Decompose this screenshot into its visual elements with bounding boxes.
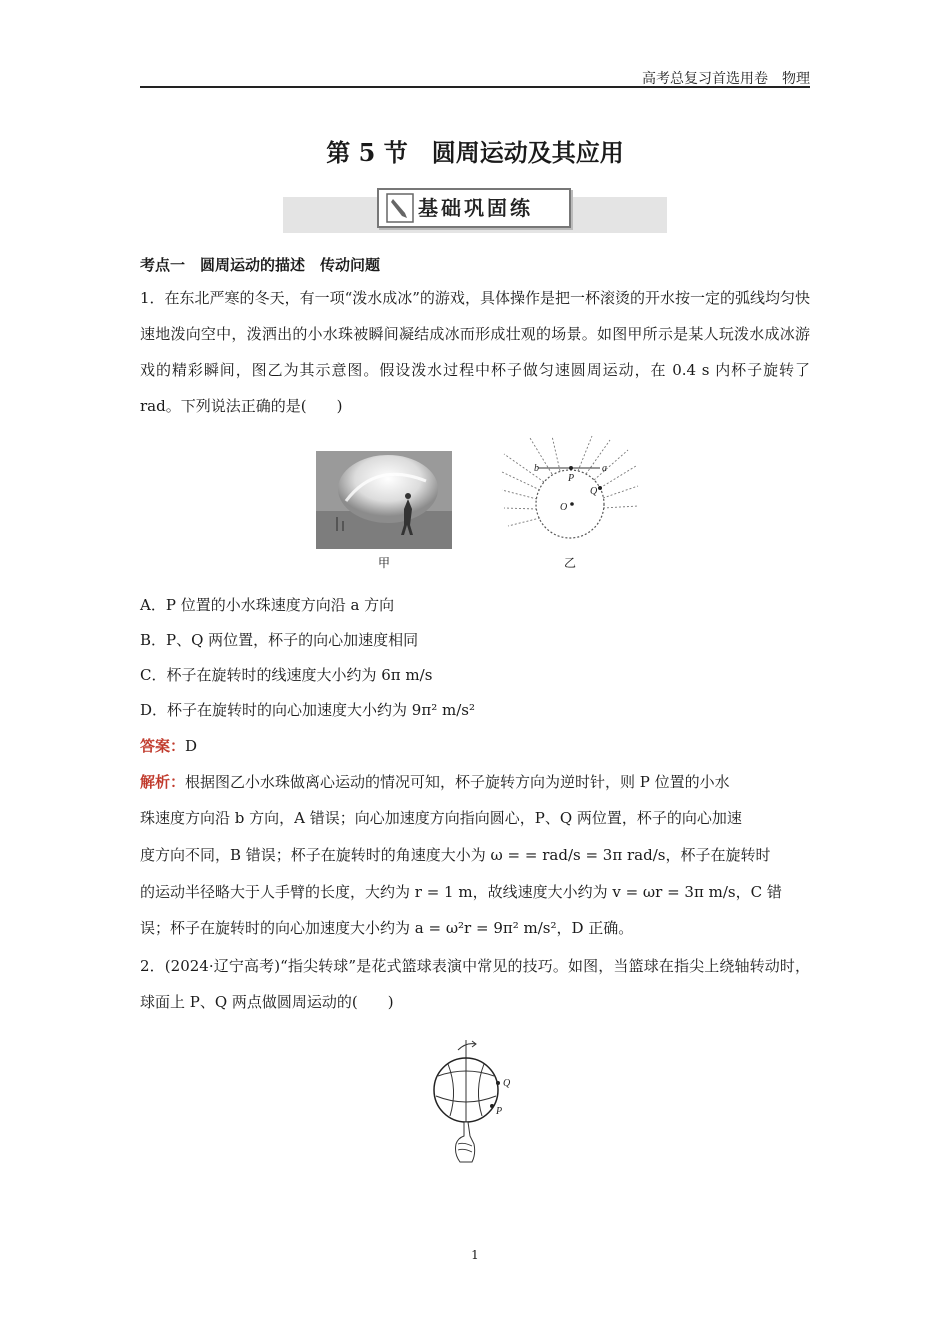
option-c: C．杯子在旋转时的线速度大小约为 6π m/s [140,666,433,684]
option-b: B．P、Q 两位置，杯子的向心加速度相同 [140,631,419,649]
label-p: P [568,473,575,484]
label-q: Q [590,486,598,497]
label-o: O [560,502,568,513]
label-q2-q: Q [503,1078,511,1089]
label-a: a [602,463,607,474]
question-2-stem: 2．(2024·辽宁高考)“指尖转球”是花式篮球表演中常见的技巧。如图，当篮球在指尖上绕轴转动时，球面上 P、Q 两点做圆周运动的( ) [140,957,810,1011]
banner-label: 基础巩固练 [418,196,533,220]
analysis-line-3: 度方向不同，B 错误；杯子在旋转时的角速度大小为 ω = = rad/s = 3π rad/s，杯子在旋转时 [140,846,771,864]
figure-jia-caption: 甲 [378,556,391,570]
figure-yi-caption: 乙 [564,556,577,570]
page-title: 第 5 节 圆周运动及其应用 [326,138,624,167]
page-number: 1 [471,1248,479,1262]
header-rule [140,86,810,88]
label-q2-p: P [496,1106,503,1117]
analysis-line-2: 珠速度方向沿 b 方向，A 错误；向心加速度方向指向圆心，P、Q 两位置，杯子的向心加速 [140,809,742,827]
option-d: D．杯子在旋转时的向心加速度大小约为 9π² m/s² [140,701,475,719]
figure-yi-diagram [500,434,640,546]
basketball-figure [428,1036,524,1168]
analysis-line-4: 的运动半径略大于人手臂的长度，大约为 r = 1 m，故线速度大小约为 v = ωr = 3π m/s，C 错 [140,883,782,901]
analysis-label: 解析： [140,773,186,791]
answer-value: D [185,737,198,755]
figure-jia-photo [316,451,452,549]
analysis-line-1: 解析：根据图乙小水珠做离心运动的情况可知，杯子旋转方向为逆时针，则 P 位置的小水 [140,773,730,791]
pencil-icon [386,193,414,223]
analysis-line-5: 误；杯子在旋转时的向心加速度大小约为 a = ω²r = 9π² m/s²，D 正确。 [140,919,634,937]
running-header: 高考总复习首选用卷 物理 [642,71,810,87]
answer-line [140,735,810,756]
option-a: A．P 位置的小水珠速度方向沿 a 方向 [140,596,395,614]
section-heading: 考点一 圆周运动的描述 传动问题 [140,256,381,274]
question-1-stem: 1．在东北严寒的冬天，有一项“泼水成冰”的游戏，具体操作是把一杯滚烫的开水按一定的弧线均匀快速地泼向空中，泼洒出的小水珠被瞬间凝结成冰而形成壮观的场景。如图甲所示是某人玩泼水成冰游戏的精彩瞬间，图乙为其示意图。假设泼水过程中杯子做匀速圆周运动，在 0.4 s 内杯子旋转了 rad。下列说法正确的是( ) [140,289,810,415]
label-b: b [534,463,539,474]
answer-label: 答案： [140,737,186,755]
